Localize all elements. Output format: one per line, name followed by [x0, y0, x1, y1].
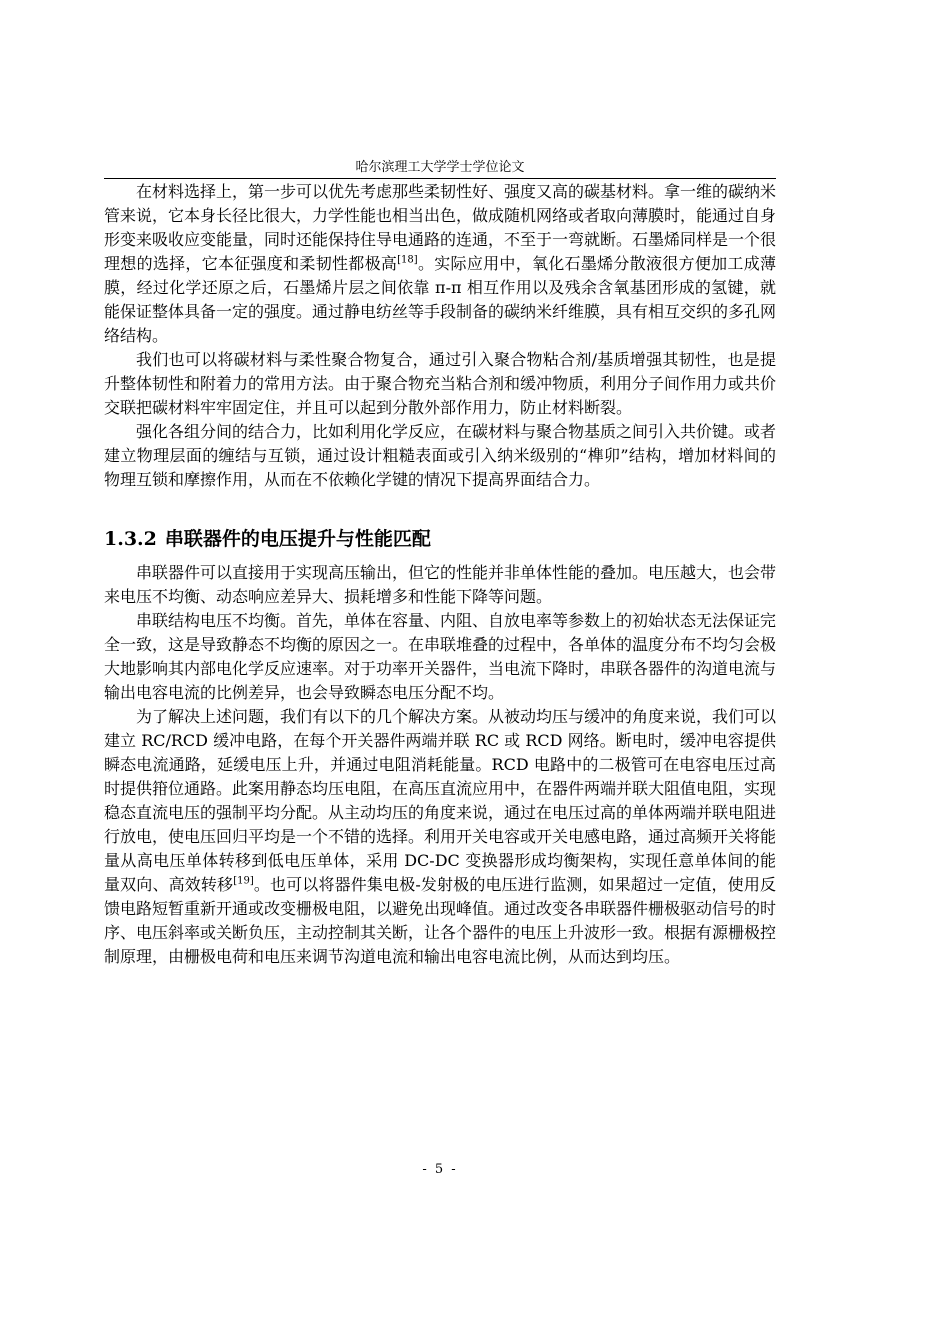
paragraph: 我们也可以将碳材料与柔性聚合物复合，通过引入聚合物粘合剂/基质增强其韧性，也是提升整体韧性和附着力的常用方法。由于聚合物充当粘合剂和缓冲物质，利用分子间作用力或共价交联把碳材料牢牢固定住，并且可以起到分散外部作用力，防止材料断裂。 [104, 350, 777, 417]
citation: [18] [397, 254, 418, 266]
section-title: 串联器件的电压提升与性能匹配 [164, 528, 431, 550]
section-number: 1.3.2 [104, 528, 157, 550]
paragraph: 串联器件可以直接用于实现高压输出，但它的性能并非单体性能的叠加。电压越大，也会带来电压不均衡、动态响应差异大、损耗增多和性能下降等问题。 [104, 563, 777, 606]
paragraph: 为了解决上述问题，我们有以下的几个解决方案。从被动均压与缓冲的角度来说，我们可以建立 RC/RCD 缓冲电路，在每个开关器件两端并联 RC 或 RCD 网络。断电时，缓冲电容提供瞬态电流通路，延缓电压上升，并通过电阻消耗能量。RCD 电路中的二极管可在电容电压过高时提供箝位通路。此案用静态均压电阻，在高压直流应用中，在器件两端并联大阻值电阻，实现稳态直流电压的强制平均分配。从主动均压的角度来说，通过在电压过高的单体两端并联电阻进行放电，使电压回归平均是一个不错的选择。利用开关电容或开关电感电路，通过高频开关将能量从高电压单体转移到低电压单体，采用 DC-DC 变换器形成均衡架构，实现任意单体间的能量双向、高效转移[19]。也可以将器件集电极-发射极的电压进行监测，如果超过一定值，使用反馈电路短暂重新开通或改变栅极电阻，以避免出现峰值。通过改变各串联器件栅极驱动信号的时序、电压斜率或关断负压，主动控制其关断，让各个器件的电压上升波形一致。根据有源栅极控制原理，由栅极电荷和电压来调节沟道电流和输出电容电流比例，从而达到均压。 [104, 707, 777, 966]
body-content [104, 180, 776, 969]
section-heading [104, 526, 776, 552]
paragraph: 在材料选择上，第一步可以优先考虑那些柔韧性好、强度又高的碳基材料。拿一维的碳纳米管来说，它本身长径比很大，力学性能也相当出色，做成随机网络或者取向薄膜时，能通过自身形变来吸收应变能量，同时还能保持住导电通路的连通，不至于一弯就断。石墨烯同样是一个很理想的选择，它本征强度和柔韧性都极高[18]。实际应用中，氧化石墨烯分散液很方便加工成薄膜，经过化学还原之后，石墨烯片层之间依靠 π-π 相互作用以及残余含氧基团形成的氢键，就能保证整体具备一定的强度。通过静电纺丝等手段制备的碳纳米纤维膜，具有相互交织的多孔网络结构。 [104, 182, 777, 345]
citation: [19] [233, 875, 254, 887]
paragraph: 强化各组分间的结合力，比如利用化学反应，在碳材料与聚合物基质之间引入共价键。或者建立物理层面的缠结与互锁，通过设计粗糙表面或引入纳米级别的“榫卯”结构，增加材料间的物理互锁和摩擦作用，从而在不依赖化学键的情况下提高界面结合力。 [104, 422, 777, 489]
page-number: - 5 - [422, 1162, 458, 1177]
paragraph: 串联结构电压不均衡。首先，单体在容量、内阻、自放电率等参数上的初始状态无法保证完全一致，这是导致静态不均衡的原因之一。在串联堆叠的过程中，各单体的温度分布不均匀会极大地影响其内部电化学反应速率。对于功率开关器件，当电流下降时，串联各器件的沟道电流与输出电容电流的比例差异，也会导致瞬态电压分配不均。 [104, 611, 777, 702]
page-header: 哈尔滨理工大学学士学位论文 [355, 160, 525, 175]
header-rule [104, 178, 776, 179]
